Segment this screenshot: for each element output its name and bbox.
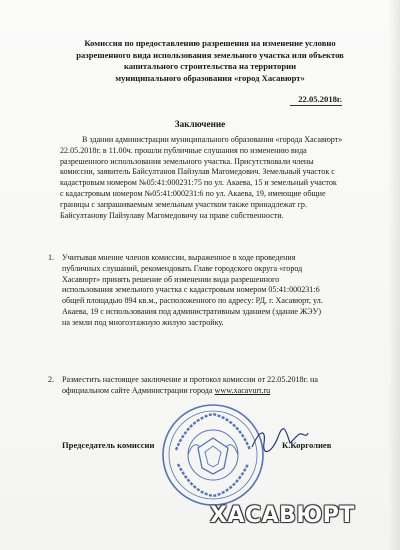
list-item-line-prefix: официальном сайте Администрации города [62, 385, 215, 395]
document-title: Заключение [174, 119, 226, 129]
intro-line: В здании администрации муниципального образования «города Хасавюрт» [82, 135, 343, 144]
chairman-label: Председатель комиссии [62, 440, 155, 450]
website-link[interactable]: www.xacavurt.ru [214, 385, 271, 395]
list-item-number: 1. [48, 253, 55, 262]
seal-icon [158, 400, 268, 510]
list-item-text [62, 375, 362, 397]
list-item-line: публичных слушаний, рекомендовать Главе городского округа «город [62, 263, 303, 273]
signatory-name: К.Корголиев [282, 440, 332, 450]
list-item-line: общей площадью 894 кв.м., расположенного по адресу: РД, г. Хасавюрт, ул. [62, 296, 323, 306]
intro-line: с кадастровым номером №05:41:000231:6 по ул. Акаева, 19, имеющие общие [60, 188, 326, 198]
document-header [60, 38, 360, 84]
header-line: разрешенного вида использования земельного участка или объектов [76, 49, 344, 60]
document-date: 22.05.2018г. [290, 94, 342, 106]
list-item-number: 2. [48, 375, 55, 384]
intro-line: разрешенного использования земельного участка. Присутствовали члены [60, 156, 314, 166]
list-item-line: Учитывая мнение членов комиссии, выраженное в ходе проведения [62, 253, 296, 262]
list-item-line: Акаева, 19 с использования под административным зданием (здание ЖЭУ) [62, 306, 322, 316]
header-line: муниципального образования «город Хасавюрт» [115, 72, 305, 83]
intro-paragraph [60, 135, 360, 221]
list-item-line [62, 386, 362, 397]
list-item-line: использования земельного участка с кадастровым номером 05:41:000231:6 [62, 285, 320, 295]
watermark-text: ХАСАВЮРТ [210, 503, 355, 528]
intro-line: кадастровым номером №05:41:000231:75 по ул. Акаева, 15 и земельный участок [60, 178, 337, 188]
list-item-line: Разместить настоящее заключение и протокол комиссии от 22.05.2018г. на [62, 375, 318, 384]
list-item-line: Хасавюрт» принять решение об изменении вида разрешенного [62, 274, 280, 284]
header-line: капитального строительства на территории [123, 61, 297, 71]
intro-line: 22.05.2018г. в 11.00ч. прошли публичные слушания по изменению вида [60, 145, 307, 155]
list-item-line: на земли под многоэтажную жилую застройку. [62, 317, 224, 327]
intro-line: Байсултанову Пайзулаву Магомедовичу на праве собственности. [60, 210, 284, 220]
intro-line: комиссии, заявитель Байсултанов Пайзулав Магомедович. Земельный участок с [60, 167, 335, 177]
document-body [60, 135, 360, 221]
seal-graphic [163, 405, 263, 505]
header-line: Комиссия по предоставлению разрешения на изменение условно [84, 38, 336, 48]
intro-line: границы с запрашиваемым земельным участком также принадлежат гр. [60, 199, 307, 209]
list-item-text [62, 253, 362, 329]
